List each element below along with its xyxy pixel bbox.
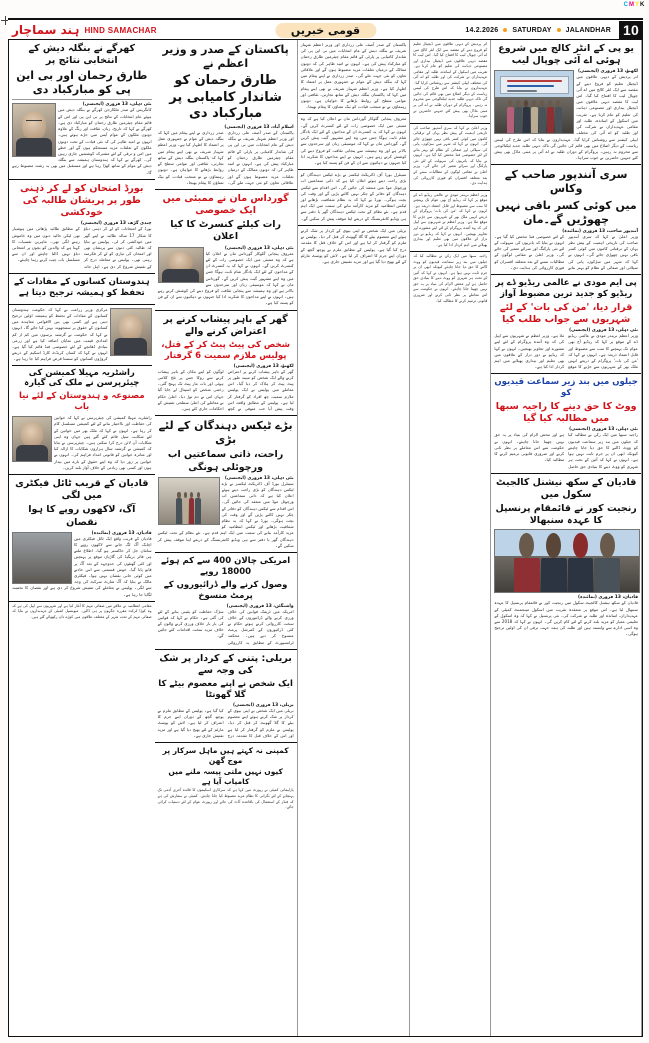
cmyk-c: C bbox=[623, 2, 629, 8]
article-photo-ai-lab-inauguration bbox=[494, 70, 574, 134]
photo-person bbox=[547, 100, 554, 133]
photo-event-banner bbox=[500, 76, 569, 94]
logo-urdu-text: ہند سماچار bbox=[12, 23, 80, 37]
headline-line-1: بڑے ٹیکس دہندگان کے لئے بڑی bbox=[158, 419, 293, 447]
article-body: مرکزی وزیر زراعت نے کہا کہ حکومت ہندوستان کسانوں کے مفادات کے تحفظ کو ہمیشہ اولین ترجیح دیتی ہے اور کسی بھی بین الاقوامی معاہدے میں کسانوں کے حقوق پر سمجھوتہ نہیں کیا جائے گا۔ انہوں نے کہا کہ حکومت نے گزشتہ برسوں میں کم از کم امدادی قیمت میں نمایاں اضافہ کیا ہے اور زرعی بنیادی ڈھانچے کے لئے خصوصی فنڈ قائم کیا گیا ہے۔ انہوں نے کہا کہ کسان کریڈٹ کارڈ اسکیم کے ذریعے کروڑوں کسانوں کو سستا قرض فراہم کیا جا رہا ہے۔ bbox=[12, 306, 108, 362]
article-body: وزیر اعظم نریندر مودی نے عالمی ریڈیو ڈے کے موقع پر کہا کہ ریڈیو آج بھی عوام تک پہنچنے کا سب سے مضبوط اور قابل اعتماد ذریعہ ہے۔ انہوں نے کہا کہ 'من کی بات' پروگرام کے ذریعے انہیں ملک بھر کے شہریوں سے جڑنے کا موقع ملا ہے۔ وزیر اعظم نے شہریوں سے اپیل کی کہ وہ آئندہ پروگرام کے لئے اپنے مشورے اور تجاویز بھیجیں۔ انہوں نے کہا کہ ریڈیو نے دور دراز کے علاقوں میں بھی تعلیم اور بیداری پھیلانے میں اہم کردار ادا کیا ہے۔ bbox=[413, 192, 488, 247]
masthead bbox=[8, 18, 643, 41]
column-5 bbox=[491, 40, 642, 1036]
photo-people-row bbox=[495, 100, 573, 133]
article-body: وزیر اعلیٰ نے کہا کہ سری آنندپور صاحب کی تاریخی اہمیت کے پیش نظر یہاں کے ترقیاتی کاموں میں کوئی کسر باقی نہیں چھوڑی جائے گی۔ انہوں نے کہا کہ شہر میں سڑکوں، پانی کی سپلائی اور صفائی کے نظام کو بہتر بنانے کے لئے خصوصی فنڈ مختص کیا گیا ہے۔ انہوں نے بتایا کہ یاتریوں کی سہولت کے لئے نئی پارکنگ اور سرائے تعمیر کی جائے گی۔ وزیر اعلیٰ نے مقامی لوگوں کے مطالبات سننے کے بعد متعلقہ افسران کو فوری کارروائی کی ہدایت دی۔ bbox=[413, 125, 488, 186]
photo-person bbox=[507, 100, 514, 133]
cmyk-color-bar bbox=[623, 2, 645, 8]
article-america-driver-permits[interactable] bbox=[155, 553, 297, 650]
article-body: سینٹرل بورڈ آف ڈائریکٹ ٹیکسز نے بڑے ٹیکس دہندگان کو بڑی راحت دیتے ہوئے اعلان کیا ہے کہ ذاتی سماعتیں اب ورچوئل موڈ میں منعقد کی جائیں گی۔ اس اقدام سے ٹیکس دہندگان کو دفاتر کے چکر نہیں کاٹنے پڑیں گے اور وقت کی بچت ہوگی۔ بورڈ نے کہا کہ یہ نظام شفافیت بڑھانے اور ٹیکس انتظامیہ کو مزید کارآمد بنانے کی سمت میں ایک اہم قدم ہے۔ نئے نظام کے تحت ٹیکس دہندگان گھر یا دفتر سے ہی ویڈیو کانفرنسنگ کے ذریعے اپنا موقف پیش کر سکیں گے۔ bbox=[157, 480, 294, 548]
article-center-bottom[interactable] bbox=[155, 743, 297, 814]
headline-line-2: ایک شخص نے اپنے معصوم بیٹے کا گلا گھونٹا bbox=[158, 679, 293, 701]
photo-person bbox=[195, 492, 200, 523]
masthead-meta bbox=[465, 21, 643, 39]
article-body: راجیہ سبھا میں ایک رکن نے مطالبہ کیا کہ جیلوں میں بند زیر سماعت قیدیوں کو ووٹ ڈالنے کا حق دیا جانا چاہئے کیونکہ ابھی ان پر جرم ثابت نہیں ہوا ہے۔ انہوں نے کہا کہ آئین کے تحت ہر شہری کو ووٹ دینے کا بنیادی حق حاصل ہے اور محض الزام کی بنیاد پر یہ حق نہیں چھینا جانا چاہئے۔ انہوں نے حکومت سے اس معاملے پر نظر ثانی کرنے اور ضروری قانونی ترمیم کرنے کا مطالبہ کیا۔ bbox=[494, 432, 638, 469]
article-gurdas-jump[interactable] bbox=[298, 114, 410, 170]
article-bareilly-murder[interactable] bbox=[155, 650, 297, 743]
article-body: وزیر اعلیٰ نے کہا کہ سری آنندپور صاحب کی تاریخی اہمیت کے پیش نظر یہاں کے ترقیاتی کاموں میں کوئی کسر باقی نہیں چھوڑی جائے گی۔ انہوں نے کہا کہ شہر میں سڑکوں، پانی کی سپلائی اور صفائی کے نظام کو بہتر بنانے کے لئے خصوصی فنڈ مختص کیا گیا ہے۔ انہوں نے بتایا کہ یاتریوں کی سہولت کے لئے نئی پارکنگ اور سرائے تعمیر کی جائے گی۔ وزیر اعلیٰ نے مقامی لوگوں کے مطالبات سننے کے بعد متعلقہ افسران کو فوری کارروائی کی ہدایت دی۔ bbox=[494, 233, 638, 270]
dateline: چندی گڑھ، 13 فروری (ایجنسی) bbox=[80, 221, 152, 227]
headline: ہندوستان کسانوں کے مفادات کے تحفظ کو ہمیشہ ترجیح دیتا ہے bbox=[14, 276, 150, 298]
photo-person bbox=[514, 533, 540, 593]
headline-line-2: وصول کرنے والے ڈرائیوروں کے پرمٹ منسوخ bbox=[163, 579, 288, 601]
article-body: بورڈ کے امتحانات کو لے کر ذہنی دباؤ کا شکار 17 سالہ طالبہ نے اپنے گھر میں خودکشی کر لی۔ پولیس نے بتایا کہ طالبہ کئی دنوں سے پریشان تھی اور امتحان کی تیاری کو لے کر فکرمند رہتی تھی۔ پولیس نے معاملہ درج کر کے تفتیش شروع کر دی ہے۔ اہل خانہ کے مطابق طالبہ پڑھائی میں ہوشیار تھی لیکن حالیہ دنوں میں وہ خاموش رہنے لگی تھی۔ ماہرین نفسیات کا کہنا ہے کہ والدین کو بچوں پر امتحانی دباؤ نہیں ڈالنا چاہئے اور ان سے مسلسل بات چیت کرتے رہنا چاہئے۔ bbox=[12, 226, 152, 269]
headline-line-1: کمپنی نہ کہتے ہیں ماہل سرکار پر موج گھن bbox=[162, 746, 289, 765]
dateline: قادیان، 13 فروری (نمائندہ) bbox=[91, 530, 152, 536]
article-body: بریلی میں ایک شخص نے اپنی بیوی کے کردار پر شک کرتے ہوئے اپنے معصوم بیٹے کا گلا گھونٹ کر قتل کر دیا۔ پولیس نے ملزم کو گرفتار کر لیا ہے اور اس کے خلاف قتل کا مقدمہ درج کیا گیا ہے۔ پولیس کے مطابق ملزم نے پوچھ گچھ کے دوران اپنے جرم کا اعتراف کر لیا ہے۔ لاش کو پوسٹ مارٹم کے لئے بھیج دیا گیا ہے اور مزید تفتیش جاری ہے۔ bbox=[300, 227, 407, 264]
headline-line-1: راشٹریہ مہیلا کمیشن کی چیئرپرسن نے ملک کی گیارہ bbox=[24, 367, 140, 389]
article-qadian-school-principal[interactable] bbox=[491, 474, 641, 641]
article-pakistan-congrats[interactable] bbox=[155, 40, 297, 190]
column-3 bbox=[298, 40, 411, 1036]
article-gurdas-maan-concert[interactable] bbox=[155, 190, 297, 311]
photo-torso bbox=[114, 338, 148, 355]
publication-city: JALANDHAR bbox=[565, 26, 612, 34]
article-left-filler[interactable] bbox=[9, 602, 155, 624]
headline-line-2: قرار دیا، 'من کی بات' کے لئے شہریوں سے جواب طلب کیا bbox=[499, 301, 633, 325]
photo-face bbox=[22, 111, 46, 140]
dateline: اسلام آباد، 13 فروری (ایجنسی) bbox=[224, 125, 294, 131]
headline: بورڈ امتحان کو لے کر ذہنی طور پر پریشان طالبہ کی خودکشی bbox=[20, 182, 144, 219]
article-farmers-interests[interactable] bbox=[9, 274, 155, 305]
headline-line-1: کھرگے نے بنگلہ دیش کے انتخابی نتائج پر bbox=[28, 43, 136, 67]
headline-line-2: شخص کی پیٹ پیٹ کر کے قتل، پولیس ملازم سمیت 6 گرفتار bbox=[161, 339, 290, 361]
article-prisoners-jump[interactable] bbox=[410, 252, 490, 307]
dateline: لکھنؤ، 13 فروری (ایجنسی) bbox=[578, 69, 638, 75]
article-tax-jump[interactable] bbox=[298, 170, 410, 226]
banner-text-line bbox=[507, 85, 554, 87]
dateline: نئی دہلی، 13 فروری (ایجنسی) bbox=[569, 427, 638, 433]
article-prisoners-voting-rights[interactable] bbox=[491, 374, 641, 473]
headline-line-2: راحت، ذاتی سماعتیں اب ورچوئلی ہونگی bbox=[167, 449, 284, 473]
banner-text-line bbox=[507, 80, 562, 82]
article-photo-minister bbox=[110, 308, 152, 356]
photo-person bbox=[541, 533, 567, 593]
headline-line-1: سری آنندپور صاحب کے وکاس bbox=[504, 168, 628, 196]
banner-text-line bbox=[507, 90, 537, 92]
page-number-badge: 10 bbox=[619, 21, 643, 39]
dateline: نئی دہلی، 13 فروری (ایجنسی) bbox=[224, 245, 294, 251]
photo-person bbox=[568, 533, 594, 593]
separator-dot-icon bbox=[557, 28, 561, 32]
article-anandpur-jump[interactable] bbox=[410, 124, 490, 191]
headline-line-1: امریکی چالان 400 سے کم ہوئے 18000 روپے bbox=[161, 556, 291, 577]
headline-line-2: مصنوعہ و ہندوستان کے لئے نیا باب bbox=[18, 391, 145, 413]
headline-line-1: گورداس مان نے ممبئی میں ایک خصوصی bbox=[162, 193, 289, 217]
photo-person bbox=[176, 492, 181, 523]
photo-person bbox=[531, 100, 538, 133]
headline-line-1: پی ایم مودی نے عالمی ریڈیو ڈے پر ریڈیو کو جدید ترین مضبوط آواز bbox=[495, 278, 637, 299]
article-photo-chairperson bbox=[12, 416, 52, 462]
article-anandpur-development[interactable] bbox=[491, 165, 641, 275]
photo-face bbox=[168, 252, 193, 271]
article-pakistan-jump[interactable] bbox=[298, 40, 410, 114]
article-body: سینٹرل بورڈ آف ڈائریکٹ ٹیکسز نے بڑے ٹیکس دہندگان کو بڑی راحت دیتے ہوئے اعلان کیا ہے کہ ذاتی سماعتیں اب ورچوئل موڈ میں منعقد کی جائیں گی۔ اس اقدام سے ٹیکس دہندگان کو دفاتر کے چکر نہیں کاٹنے پڑیں گے اور وقت کی بچت ہوگی۔ بورڈ نے کہا کہ یہ نظام شفافیت بڑھانے اور ٹیکس انتظامیہ کو مزید کارآمد بنانے کی سمت میں ایک اہم قدم ہے۔ نئے نظام کے تحت ٹیکس دہندگان گھر یا دفتر سے ہی ویڈیو کانفرنسنگ کے ذریعے اپنا موقف پیش کر سکیں گے۔ bbox=[300, 172, 407, 221]
article-bareilly-jump[interactable] bbox=[298, 226, 410, 268]
newspaper-logo[interactable] bbox=[8, 23, 157, 37]
article-photo-gurdas-maan bbox=[158, 247, 204, 283]
dateline: لکھنؤ، 13 فروری (ایجنسی) bbox=[233, 363, 294, 369]
photo-torso bbox=[16, 445, 48, 461]
article-body: بریلی میں ایک شخص نے اپنی بیوی کے کردار پر شک کرتے ہوئے اپنے معصوم بیٹے کا گلا گھونٹ کر قتل کر دیا۔ پولیس نے ملزم کو گرفتار کر لیا ہے اور اس کے خلاف قتل کا مقدمہ درج کیا گیا ہے۔ پولیس کے مطابق ملزم نے پوچھ گچھ کے دوران اپنے جرم کا اعتراف کر لیا ہے۔ لاش کو پوسٹ مارٹم کے لئے بھیج دیا گیا ہے اور مزید تفتیش جاری ہے۔ bbox=[157, 707, 294, 738]
article-body: راشٹریہ مہیلا کمیشن کی چیئرپرسن نے کہا کہ خواتین کی حفاظت اور بااختیار بنانے کے لئے کمیشن مسلسل کام کر رہا ہے۔ انہوں نے کہا کہ ملک بھر میں خواتین کے لئے شکایت سیل قائم کئے گئے ہیں جہاں وہ اپنی شکایات آن لائن درج کرا سکتی ہیں۔ چیئرپرسن نے بتایا کہ کمیشن نے گزشتہ سال ہزاروں شکایات کا ازالہ کیا اور متاثرہ خواتین کو قانونی امداد فراہم کی۔ انہوں نے خواتین پر زور دیا کہ وہ اپنے حقوق کے بارے میں بیدار ہوں اور کسی بھی زیادتی کے خلاف آواز بلند کریں۔ bbox=[54, 415, 152, 470]
headline-line-2: رنجیت کور نے قائمقام پرنسپل کا عہدہ سنبھالا bbox=[495, 503, 637, 527]
photo-person bbox=[523, 100, 530, 133]
article-body: راجیہ سبھا میں ایک رکن نے مطالبہ کیا کہ جیلوں میں بند زیر سماعت قیدیوں کو ووٹ ڈالنے کا حق دیا جانا چاہئے کیونکہ ابھی ان پر جرم ثابت نہیں ہوا ہے۔ انہوں نے کہا کہ آئین کے تحت ہر شہری کو ووٹ دینے کا بنیادی حق حاصل ہے اور محض الزام کی بنیاد پر یہ حق نہیں چھینا جانا چاہئے۔ انہوں نے حکومت سے اس معاملے پر نظر ثانی کرنے اور ضروری قانونی ترمیم کرنے کا مطالبہ کیا۔ bbox=[413, 254, 488, 303]
photo-face bbox=[21, 422, 42, 447]
headline-line-2: طارق رحمان کو شاندار کامیابی پر مبارکباد دی bbox=[169, 73, 282, 122]
article-bangladesh-kharge[interactable] bbox=[9, 40, 155, 180]
article-modi-world-radio-day[interactable] bbox=[491, 275, 641, 374]
article-body: قادیان کے سکھ نیشنل کالجیٹ سکول میں رنجیت کور نے قائمقام پرنسپل کا عہدہ سنبھال لیا ہے۔ اس موقع پر منعقدہ تقریب میں اسکول مینجمنٹ کمیٹی کے عہدیداران، اساتذہ اور طلبہ نے شرکت کی۔ نئی پرنسپل نے کہا کہ وہ اسکول کے تعلیمی معیار کو مزید بلند کرنے کے لئے کام کریں گی۔ انہوں نے کہا کہ 2018 سے وہ اسی ادارے سے وابستہ ہیں اور طلبہ کی ہمہ جہت ترقی ان کی اولین ترجیح ہوگی۔ bbox=[494, 600, 638, 637]
headline-line-1: قادیان کے سکھ نیشنل کالجیٹ سکول میں bbox=[495, 476, 637, 500]
article-body: گھر کے باہر پیشاب کرنے پر اعتراض کرنے والے ایک شخص کو مبینہ طور پر پیٹ پیٹ کر ہلاک کر دیا گیا۔ اس معاملے میں پولیس نے ایک پولیس ملازم سمیت چھ افراد کو گرفتار کر لیا ہے۔ پولیس کے مطابق واقعہ اس وقت پیش آیا جب متوفی نے کچھ لوگوں کو اپنے مکان کے باہر پیشاب کرنے سے روکا جس پر تلخ کلامی ہوئی اور بات مار پیٹ تک پہنچ گئی۔ زخمی شخص کو اسپتال لے جایا گیا جہاں اس نے دم توڑ دیا۔ اعلیٰ حکام نے معاملے کی اعلیٰ سطحی تفتیش کے احکامات جاری کئے ہیں۔ bbox=[157, 368, 294, 411]
headline-line-1: قادیان کے قریب ٹائل فیکٹری میں لگی bbox=[15, 478, 149, 502]
headline: یو پی کے انٹر کالج میں شروع ہوئی اے آئی چوپال لیب bbox=[498, 43, 634, 67]
dateline: نئی دہلی، 13 فروری (ایجنسی) bbox=[224, 475, 294, 481]
separator-dot-icon bbox=[503, 28, 507, 32]
article-photo-elderly-man bbox=[12, 103, 56, 157]
article-body: قادیان کے قریب واقع ایک ٹائل فیکٹری میں اچانک آگ لگ جانے سے لاکھوں روپے کا سامان جل کر خاکستر ہو گیا۔ اطلاع ملتے ہی فائر بریگیڈ کی گاڑیاں موقع پر پہنچیں اور کئی گھنٹوں کی جدوجہد کے بعد آگ پر قابو پایا گیا۔ خوش قسمتی سے اس حادثے میں کوئی جانی نقصان نہیں ہوا۔ فیکٹری مالک نے بتایا کہ آگ شارٹ سرکٹ کی وجہ سے لگی۔ پولیس نے معاملے کی تفتیش شروع کر دی ہے اور نقصان کا تخمینہ لگایا جا رہا ہے۔ bbox=[12, 535, 152, 597]
cmyk-y: Y bbox=[634, 2, 640, 8]
photo-glasses bbox=[26, 120, 43, 124]
article-tile-factory-fire[interactable] bbox=[9, 475, 155, 602]
article-body: معروف پنجابی گلوکار گورداس مان نے اعلان کیا ہے کہ وہ ممبئی میں ایک خصوصی رات کے لئے کنسرٹ کریں گے۔ انہوں نے کہا کہ یہ کنسرٹ ان کے مداحوں کے لئے ایک یادگار شام ثابت ہوگا جس میں وہ اپنے مشہور گیت پیش کریں گے۔ گورداس مان نے کہا کہ موسیقی زبان اور سرحدوں سے بالاتر ہے اور وہ ہمیشہ سے پنجابی ثقافت کو فروغ دینے کی کوشش کرتے رہے ہیں۔ انہوں نے اپنے مداحوں کا شکریہ ادا کیا جنہوں نے دہائیوں سے ان کے فن کو پسند کیا ہے۔ bbox=[157, 250, 294, 306]
dateline: بریلی، 13 فروری (ایجنسی) bbox=[233, 702, 294, 708]
photo-people-row bbox=[159, 492, 219, 523]
divider bbox=[12, 99, 152, 100]
headline-line-2: ووٹ کا حق دینے کا راجیہ سبھا میں مطالبہ کیا گیا bbox=[495, 401, 637, 425]
photo-torso bbox=[16, 138, 51, 157]
dateline: نئی دہلی، 13 فروری (ایجنسی) bbox=[82, 102, 152, 108]
section-banner: قومی خبریں bbox=[275, 23, 376, 38]
dateline: آنندپور صاحب، 13 فروری (نمائندہ) bbox=[562, 228, 638, 234]
dateline: واشنگٹن، 13 فروری (ایجنسی) bbox=[226, 603, 294, 609]
cmyk-m: M bbox=[628, 2, 635, 8]
headline-line-1: بریلی: پتنی کے کردار پر شک کی وجہ سے bbox=[159, 652, 292, 677]
article-body: اتر پردیش کے دیہی علاقوں میں ڈیجیٹل تعلیم کو فروغ دینے کے مقصد سے ایک انٹر کالج میں اے آئی چوپال لیب کا افتتاح کیا گیا۔ اس لیب کا مقصد دیہی علاقوں میں ڈیجیٹل بیداری اور مصنوعی ذہانت کی تعلیم کو عام کرنا ہے۔ تقریب میں اسکول کے اساتذہ، طلبہ اور مقامی عہدیداران نے شرکت کی اور طلبہ کو اے آئی کی مختلف ایپلی کیشنز سے روشناس کرایا گیا۔ عہدیداروں نے بتایا کہ اس طرح کی لیبس ریاست کے دیگر اضلاع میں بھی قائم کی جائیں گی تاکہ دیہی طلبہ جدید ٹیکنالوجی سے محروم نہ رہیں۔ پروگرام کے دوران طلبہ نے اے آئی پر مبنی ماڈل بھی پیش کئے جنہیں حاضرین نے خوب سراہا۔ bbox=[494, 74, 638, 161]
article-body: اتر پردیش کے دیہی علاقوں میں ڈیجیٹل تعلیم کو فروغ دینے کے مقصد سے ایک انٹر کالج میں اے آئی چوپال لیب کا افتتاح کیا گیا۔ اس لیب کا مقصد دیہی علاقوں میں ڈیجیٹل بیداری اور مصنوعی ذہانت کی تعلیم کو عام کرنا ہے۔ تقریب میں اسکول کے اساتذہ، طلبہ اور مقامی عہدیداران نے شرکت کی اور طلبہ کو اے آئی کی مختلف ایپلی کیشنز سے روشناس کرایا گیا۔ عہدیداروں نے بتایا کہ اس طرح کی لیبس ریاست کے دیگر اضلاع میں بھی قائم کی جائیں گی تاکہ دیہی طلبہ جدید ٹیکنالوجی سے محروم نہ رہیں۔ پروگرام کے دوران طلبہ نے اے آئی پر مبنی ماڈل بھی پیش کئے جنہیں حاضرین نے خوب سراہا۔ bbox=[413, 42, 488, 119]
photo-person bbox=[515, 100, 522, 133]
page-grid bbox=[8, 39, 643, 1037]
article-body: امریکہ میں ٹریفک قوانین کی خلاف ورزی کرنے والے ڈرائیوروں کے خلاف سخت کارروائی کرتے ہوئے حکام نے کئی ڈرائیوروں کے کمرشل پرمٹ منسوخ کر دیے ہیں۔ محکمہ ٹرانسپورٹ کے مطابق یہ کارروائی سڑک حفاظت کو یقینی بنانے کے لئے کی گئی ہے۔ حکام نے کہا کہ قوانین کی بار بار خلاف ورزی کرنے والوں کے خلاف مزید سخت اقدامات کئے جائیں گے۔ bbox=[157, 608, 294, 645]
article-body: پارلیمانی کمیٹی نے رپورٹ میں کہا ہے کہ سرکاری اسکیموں کا فائدہ آخری آدمی تک پہنچانے کے لئے نگرانی کا نظام مزید مضبوط کیا جانا چاہئے۔ کمیٹی نے سفارش کی ہے کہ فنڈز کے استعمال کی باقاعدہ آڈٹ کی جائے اور رپورٹ عوام کے لئے دستیاب کرائی جائے۔ bbox=[157, 788, 294, 810]
article-ai-chaupal-lab[interactable] bbox=[491, 40, 641, 165]
article-body: وزیر اعظم نریندر مودی نے عالمی ریڈیو ڈے کے موقع پر کہا کہ ریڈیو آج بھی عوام تک پہنچنے کا سب سے مضبوط اور قابل اعتماد ذریعہ ہے۔ انہوں نے کہا کہ 'من کی بات' پروگرام کے ذریعے انہیں ملک بھر کے شہریوں سے جڑنے کا موقع ملا ہے۔ وزیر اعظم نے شہریوں سے اپیل کی کہ وہ آئندہ پروگرام کے لئے اپنے مشورے اور تجاویز بھیجیں۔ انہوں نے کہا کہ ریڈیو نے دور دراز کے علاقوں میں بھی تعلیم اور بیداری پھیلانے میں اہم کردار ادا کیا ہے۔ bbox=[494, 333, 638, 370]
headline-line-2: میں کوئی کسر باقی نہیں چھوڑیں گے۔مان bbox=[495, 198, 637, 226]
article-photo-fire-debris bbox=[12, 532, 72, 584]
headline-line-1: پاکستان کے صدر و وزیر اعظم نے bbox=[162, 43, 289, 71]
dateline: قادیان، 13 فروری (نمائندہ) bbox=[578, 595, 638, 601]
article-ai-lab-jump[interactable] bbox=[410, 40, 490, 124]
headline-line-1: جیلوں میں بند زیر سماعت قیدیوں کو bbox=[494, 377, 638, 399]
headline-line-2: طارق رحمان اور بی این پی کو مبارکباد دی bbox=[16, 69, 148, 97]
article-photo-school-staff bbox=[494, 529, 640, 593]
article-tax-relief[interactable] bbox=[155, 416, 297, 553]
divider bbox=[12, 365, 152, 366]
column-4 bbox=[410, 40, 491, 1036]
dateline: نئی دہلی، 13 فروری (ایجنسی) bbox=[569, 328, 638, 334]
article-body: پاکستان کے صدر آصف علی زرداری اور وزیر اعظم شہباز شریف نے بنگلہ دیش کے عام انتخابات میں بی این پی کی شاندار کامیابی پر پارٹی کے قائم مقام چیئرمین طارق رحمان کو مبارکباد پیش کی ہے۔ انہوں نے امید ظاہر کی کہ دونوں ممالک کے درمیان تعلقات مزید مضبوط ہوں گے اور علاقائی تعاون کو نئی جہت ملے گی۔ صدر زرداری نے اپنے پیغام میں کہا کہ بنگلہ دیش کے عوام نے جمہوری عمل پر اعتماد کا اظہار کیا ہے۔ وزیر اعظم شہباز شریف نے بھی اپنے پیغام میں کہا کہ پاکستان بنگلہ دیش کے ساتھ تجارتی، ثقافتی اور عوامی سطح کے روابط بڑھانے کا خواہاں ہے۔ دونوں رہنماؤں نے نو منتخب قیادت کو نیک تمناؤں کا پیغام بھیجا۔ bbox=[300, 42, 407, 110]
photo-face bbox=[119, 314, 141, 340]
article-photo-officials bbox=[158, 477, 220, 525]
article-women-commission[interactable] bbox=[9, 305, 155, 475]
headline-line-2: کیوں نہیں ملتی پیسہ ملنے میں کامیاب آیا ہے bbox=[168, 767, 283, 786]
photo-person bbox=[189, 492, 194, 523]
article-student-suicide[interactable] bbox=[9, 180, 155, 274]
publication-day: SATURDAY bbox=[512, 26, 552, 34]
photo-torso bbox=[162, 269, 199, 281]
article-body: مقامی انتظامیہ نے علاقے میں صفائی مہم کا آغاز کیا ہے اور شہریوں سے اپیل کی ہے کہ وہ کوڑا کرکٹ مقررہ جگہوں پر ہی ڈالیں۔ میونسپل کمیٹی کے عہدیداروں نے بتایا کہ صفائی مہم کے تحت شہر کے مختلف علاقوں میں کوڑے دان رکھوائے گئے ہیں۔ bbox=[12, 603, 152, 619]
article-modi-jump[interactable] bbox=[410, 191, 490, 252]
photo-person bbox=[183, 492, 188, 523]
column-2 bbox=[155, 40, 298, 1036]
article-body: کانگریس کے صدر ملکارجن کھرگے نے بنگلہ دیش میں ہوئے عام انتخابات کے نتائج پر بی این پی اور اس کے قائم مقام چیئرمین طارق رحمان کو مبارکباد دی ہے۔ کھرگے نے کہا کہ تاریخ، زبان، ثقافت اور رنگ کے علاوہ دونوں ملکوں کے عوام آپس میں جڑے ہوئے ہیں۔ انہوں نے امید ظاہر کی کہ نئی قیادت کے تحت دونوں ملکوں کے تعلقات مزید مستحکم ہوں گے اور خطے میں امن و ترقی کے لئے مشترکہ کوششیں جاری رہیں گی۔ کھرگے نے کہا کہ ہندوستان ہمیشہ سے بنگلہ دیش کے عوام کے ساتھ کھڑا رہا ہے اور مستقبل میں بھی یہ رشتہ مضبوط رہے گا۔ bbox=[12, 107, 152, 175]
cmyk-k: K bbox=[639, 2, 645, 8]
article-body: معروف پنجابی گلوکار گورداس مان نے اعلان کیا ہے کہ وہ ممبئی میں ایک خصوصی رات کے لئے کنسرٹ کریں گے۔ انہوں نے کہا کہ یہ کنسرٹ ان کے مداحوں کے لئے ایک یادگار شام ثابت ہوگا جس میں وہ اپنے مشہور گیت پیش کریں گے۔ گورداس مان نے کہا کہ موسیقی زبان اور سرحدوں سے بالاتر ہے اور وہ ہمیشہ سے پنجابی ثقافت کو فروغ دینے کی کوشش کرتے رہے ہیں۔ انہوں نے اپنے مداحوں کا شکریہ ادا کیا جنہوں نے دہائیوں سے ان کے فن کو پسند کیا ہے۔ bbox=[300, 116, 407, 165]
logo-english-text: HIND SAMACHAR bbox=[84, 25, 157, 35]
photo-person bbox=[539, 100, 546, 133]
article-police-arrest-murder[interactable] bbox=[155, 311, 297, 417]
publication-date: 14.2.2026 bbox=[465, 26, 499, 34]
article-body: پاکستان کے صدر آصف علی زرداری اور وزیر اعظم شہباز شریف نے بنگلہ دیش کے عام انتخابات میں بی این پی کی شاندار کامیابی پر پارٹی کے قائم مقام چیئرمین طارق رحمان کو مبارکباد پیش کی ہے۔ انہوں نے امید ظاہر کی کہ دونوں ممالک کے درمیان تعلقات مزید مضبوط ہوں گے اور علاقائی تعاون کو نئی جہت ملے گی۔ صدر زرداری نے اپنے پیغام میں کہا کہ بنگلہ دیش کے عوام نے جمہوری عمل پر اعتماد کا اظہار کیا ہے۔ وزیر اعظم شہباز شریف نے بھی اپنے پیغام میں کہا کہ پاکستان بنگلہ دیش کے ساتھ تجارتی، ثقافتی اور عوامی سطح کے روابط بڑھانے کا خواہاں ہے۔ دونوں رہنماؤں نے نو منتخب قیادت کو نیک تمناؤں کا پیغام بھیجا۔ bbox=[157, 130, 294, 185]
photo-person bbox=[594, 533, 620, 593]
headline-line-2: رات کیلئے کنسرٹ کا کیا اعلان bbox=[170, 219, 282, 243]
headline-line-2: آگ، لاکھوں روپے کا ہوا نقصان bbox=[28, 504, 136, 528]
photo-people-row bbox=[495, 533, 639, 593]
photo-person bbox=[555, 100, 562, 133]
column-1 bbox=[9, 40, 155, 1036]
headline-line-1: گھر کے باہر پیشاب کرنے پر اعتراض کرنے والے bbox=[163, 313, 288, 337]
